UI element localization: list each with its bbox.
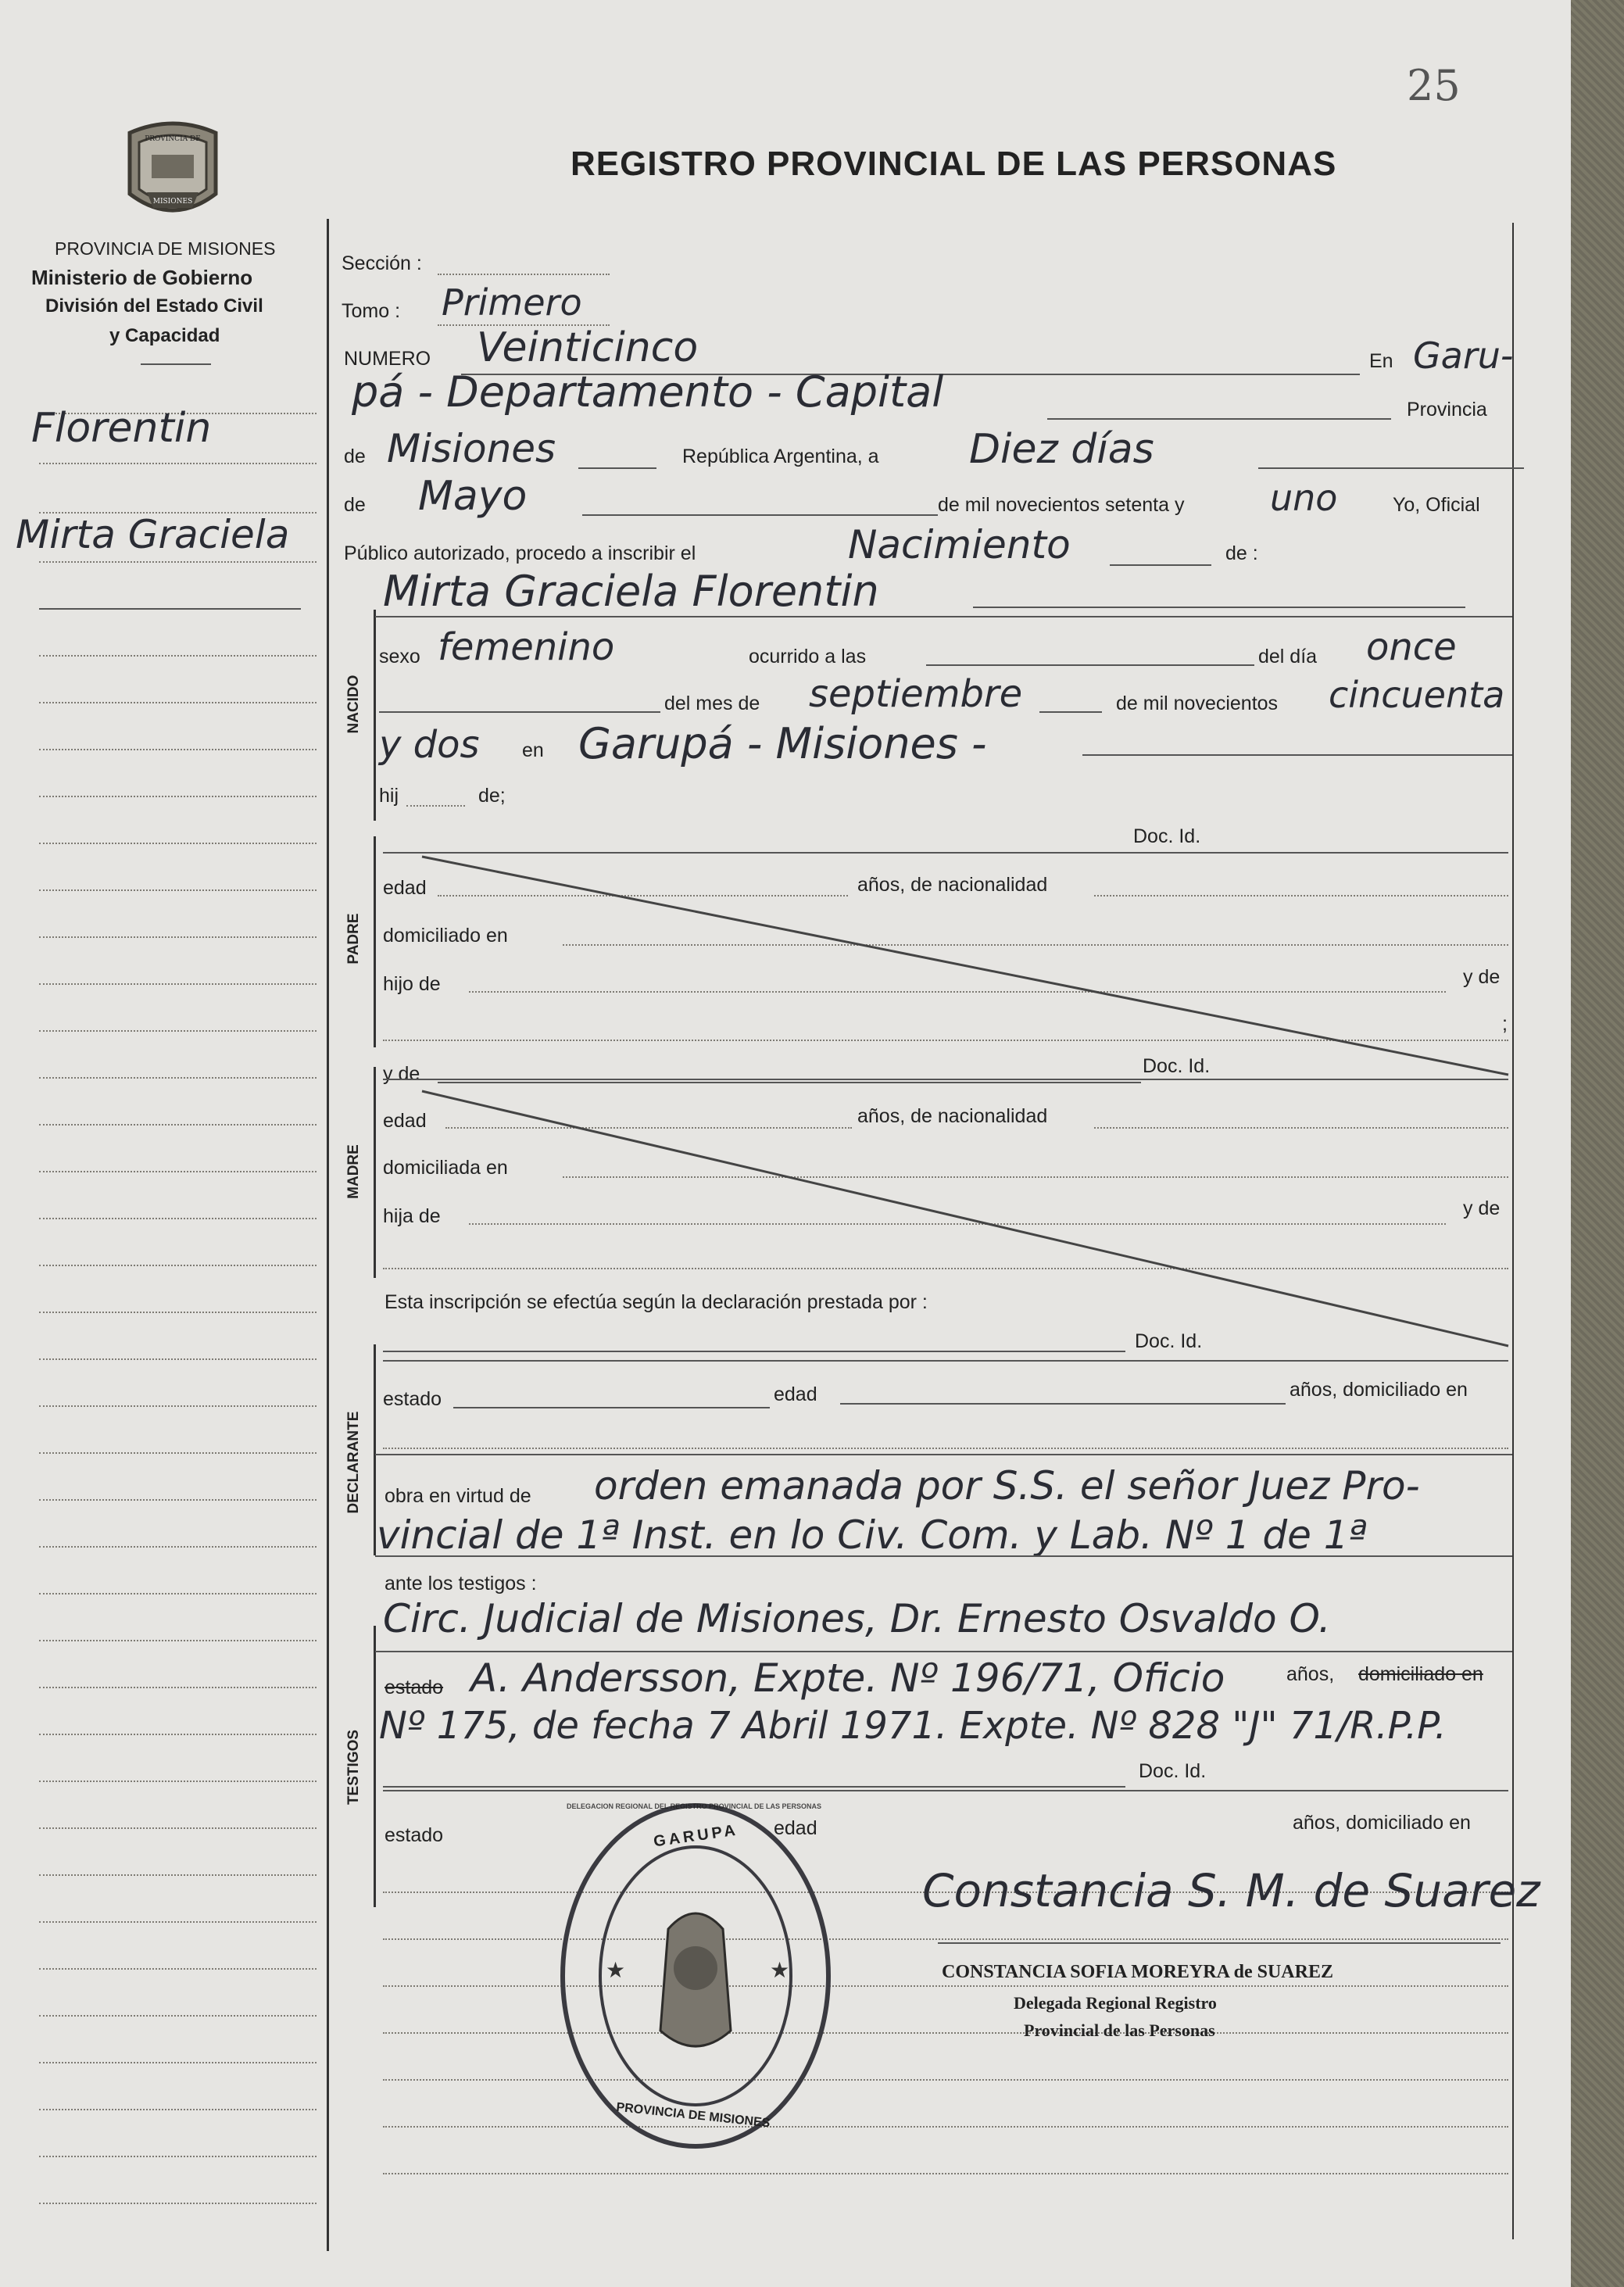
svg-text:★: ★ [606, 1957, 626, 1983]
en2-label: en [522, 739, 544, 761]
provincia-value: Misiones [387, 426, 556, 471]
madre-doc-id-label: Doc. Id. [1143, 1055, 1211, 1077]
madre-domiciliada-label: domiciliada en [383, 1157, 508, 1179]
year2-value-2: y dos [379, 723, 480, 767]
seccion-label: Sección : [342, 252, 422, 274]
label-nacido: NACIDO [345, 675, 362, 734]
orden-value-1: orden emanada por S.S. el señor Juez Pro- [594, 1463, 1420, 1509]
padre-anos-label: años, de nacionalidad [857, 874, 1048, 896]
testigo2-edad-label: edad [774, 1817, 817, 1839]
de-colon-label: de : [1225, 542, 1258, 564]
en-label: En [1369, 350, 1393, 372]
label-testigos: TESTIGOS [345, 1729, 362, 1806]
numero-label: NUMERO [344, 348, 431, 370]
del-dia-label: del día [1258, 646, 1318, 667]
padre-edad-label: edad [383, 877, 427, 899]
padre-doc-id-label: Doc. Id. [1133, 825, 1201, 847]
padre-y-de-label: y de [1463, 966, 1501, 988]
place-value-1: Garu- [1413, 335, 1514, 377]
testigos-label: ante los testigos : [385, 1573, 537, 1594]
handwritten-signature: Constancia S. M. de Suarez [922, 1864, 1540, 1917]
page-title: REGISTRO PROVINCIAL DE LAS PERSONAS [571, 145, 1337, 183]
header-ministry: Ministerio de Gobierno [31, 266, 253, 289]
registered-name: Mirta Graciela Florentin [383, 567, 879, 616]
sexo-value: femenino [438, 625, 615, 669]
republica-label: República Argentina, a [682, 446, 879, 467]
seal-name-text: GARUPA [652, 1821, 740, 1851]
year-value: uno [1270, 477, 1338, 519]
hij-label: hij [379, 785, 399, 807]
signer-role-1: Delegada Regional Registro [1014, 1993, 1217, 2013]
padre-semicolon: ; [1502, 1013, 1508, 1035]
mes-label: del mes de [664, 693, 760, 714]
declaracion-label: Esta inscripción se efectúa según la declaración prestada por : [385, 1291, 928, 1313]
sexo-label: sexo [379, 646, 420, 667]
place-value-2: pá - Departamento - Capital [352, 367, 944, 417]
signer-role-2: Provincial de las Personas [1024, 2020, 1215, 2040]
header-division: División del Estado Civil [45, 295, 263, 317]
label-padre: PADRE [345, 913, 362, 965]
margin-surname: Florentin [31, 405, 212, 452]
declarante-doc-id-label: Doc. Id. [1135, 1330, 1203, 1352]
lugar-value: Garupá - Misiones - [578, 719, 987, 768]
testigo-anos-label: años, [1286, 1663, 1335, 1685]
emblem-bottom-text: MISIONES [152, 198, 193, 206]
padre-hijo-de-label: hijo de [383, 973, 441, 995]
month-value: Mayo [418, 473, 528, 520]
padre-domiciliado-label: domiciliado en [383, 925, 508, 947]
madre-hija-de-label: hija de [383, 1205, 441, 1227]
oficial-label: Yo, Oficial [1393, 494, 1480, 516]
testigo2-estado-label: estado [385, 1824, 444, 1846]
acto-value: Nacimiento [848, 522, 1071, 567]
signer-name: CONSTANCIA SOFIA MOREYRA de SUAREZ [942, 1962, 1333, 1982]
testigo2-anos-label: años, domiciliado en [1293, 1812, 1471, 1834]
seal-bottom-text: PROVINCIA DE MISIONES [615, 2100, 771, 2131]
book-binding [1571, 0, 1624, 2287]
svg-text:★: ★ [770, 1957, 790, 1983]
declarante-estado-label: estado [383, 1388, 442, 1410]
seal-top-text: DELEGACION REGIONAL DEL REGISTRO PROVINCIAL DE LAS PERSONAS [567, 1802, 822, 1810]
testigo-doc-id-label: Doc. Id. [1139, 1760, 1207, 1782]
de-label-2: de [344, 494, 366, 516]
numero-value: Veinticinco [477, 324, 699, 371]
orden-value-2: vincial de 1ª Inst. en lo Civ. Com. y Lab. Nº 1 de 1ª [377, 1512, 1368, 1558]
testigo-estado-label: estado [385, 1677, 444, 1698]
day-value: Diez días [969, 426, 1154, 473]
tomo-value: Primero [442, 281, 582, 324]
official-seal [555, 1796, 836, 2156]
publico-label: Público autorizado, procedo a inscribir el [344, 542, 696, 564]
dia-value: once [1366, 625, 1457, 669]
madre-edad-label: edad [383, 1110, 427, 1132]
madre-anos-label: años, de nacionalidad [857, 1105, 1048, 1127]
year2-value-1: cincuenta [1329, 674, 1505, 716]
de-label: de [344, 446, 366, 467]
de2-label: de; [478, 785, 506, 807]
emblem-top-text: PROVINCIA DE [145, 135, 201, 143]
margin-given-names: Mirta Graciela [16, 512, 290, 557]
declarante-anos-label: años, domiciliado en [1290, 1379, 1468, 1401]
mil-label: de mil novecientos [1116, 693, 1279, 714]
header-province: PROVINCIA DE MISIONES [55, 238, 276, 259]
mes-value: septiembre [809, 672, 1023, 716]
anderson-value: A. Andersson, Expte. Nº 196/71, Oficio [470, 1655, 1225, 1701]
obra-label: obra en virtud de [385, 1485, 531, 1507]
label-declarante: DECLARANTE [345, 1411, 362, 1514]
provincia-label: Provincia [1407, 399, 1487, 421]
expte-value: Nº 175, de fecha 7 Abril 1971. Expte. Nº 828 "J" 71/R.P.P. [379, 1704, 1447, 1748]
ocurrido-label: ocurrido a las [749, 646, 867, 667]
declarante-edad-label: edad [774, 1383, 817, 1405]
testigo-domiciliado-label: domiciliado en [1358, 1663, 1483, 1685]
page-number: 25 [1407, 61, 1461, 110]
header-capacidad: y Capacidad [109, 325, 220, 346]
label-madre: MADRE [345, 1144, 362, 1199]
tomo-label: Tomo : [342, 300, 401, 322]
madre-y-de-end-label: y de [1463, 1197, 1501, 1219]
year-label: de mil novecientos setenta y [938, 494, 1185, 516]
circ-value: Circ. Judicial de Misiones, Dr. Ernesto Osvaldo O. [383, 1596, 1331, 1641]
madre-y-de-label: y de [383, 1063, 420, 1085]
